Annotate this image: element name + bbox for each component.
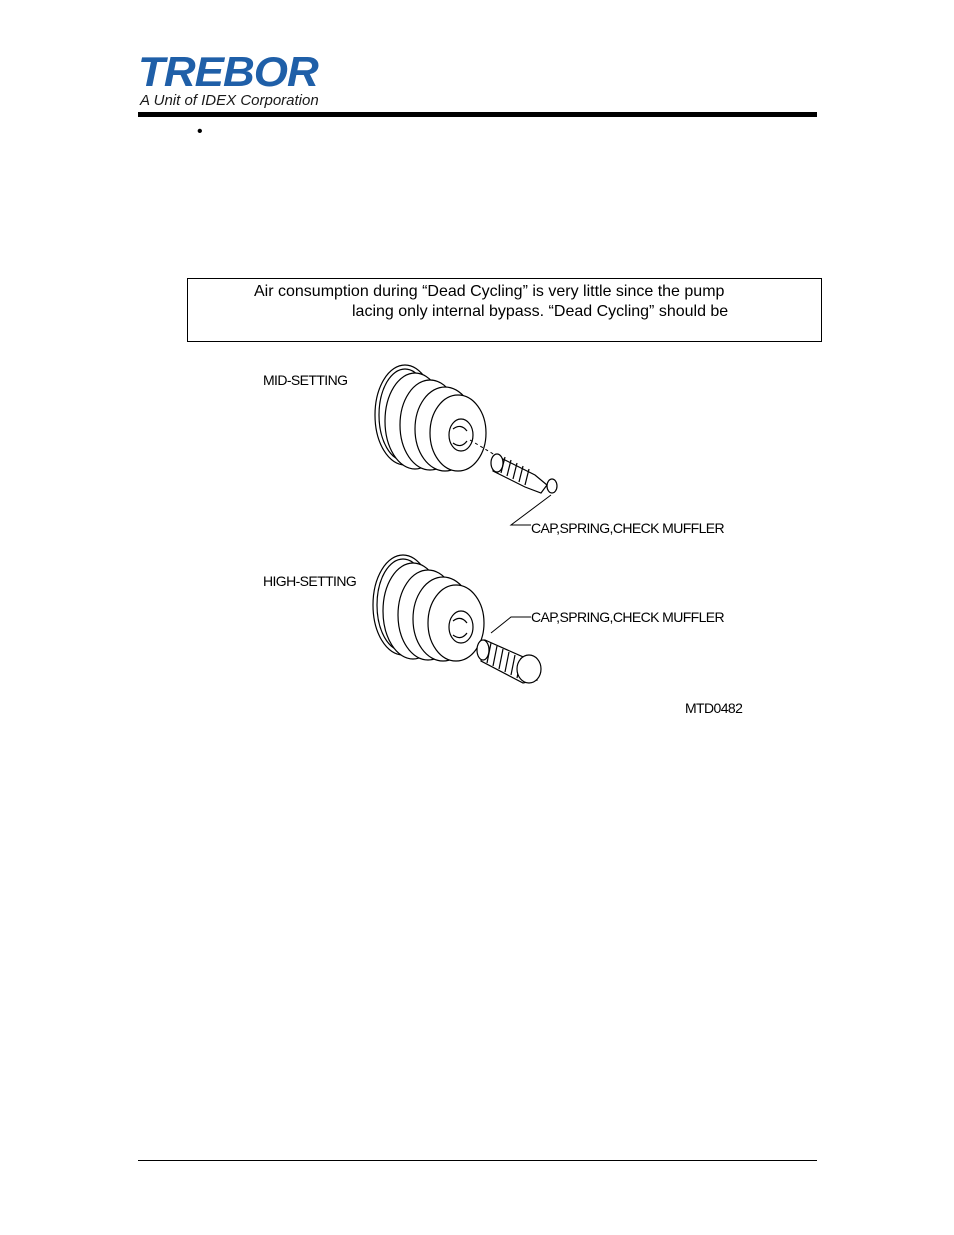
mid-setting-housing — [375, 365, 486, 471]
note-box — [187, 278, 822, 342]
trebor-logo — [138, 49, 338, 112]
mid-setting-label: MID-SETTING — [263, 372, 348, 388]
logo-tagline: A Unit of IDEX Corporation — [140, 92, 319, 109]
high-setting-muffler — [477, 640, 541, 683]
muffler-figure — [255, 355, 765, 725]
high-callout-leader — [491, 617, 531, 633]
muffler-drawing — [255, 355, 765, 725]
footer-rule — [138, 1160, 817, 1161]
mid-callout-label: CAP,SPRING,CHECK MUFFLER — [531, 520, 725, 536]
bullet-point: • — [197, 123, 203, 140]
note-line-2: lacing only internal bypass. “Dead Cycling” should be — [352, 303, 729, 320]
mid-setting-muffler — [491, 454, 557, 493]
note-line-1: Air consumption during “Dead Cycling” is very little since the pump — [254, 283, 725, 300]
high-setting-label: HIGH-SETTING — [263, 573, 357, 589]
high-callout-label: CAP,SPRING,CHECK MUFFLER — [531, 609, 725, 625]
logo-wordmark: TREBOR — [138, 49, 318, 96]
high-setting-housing — [373, 555, 484, 661]
figure-code: MTD0482 — [685, 700, 743, 716]
header-rule — [138, 112, 817, 117]
